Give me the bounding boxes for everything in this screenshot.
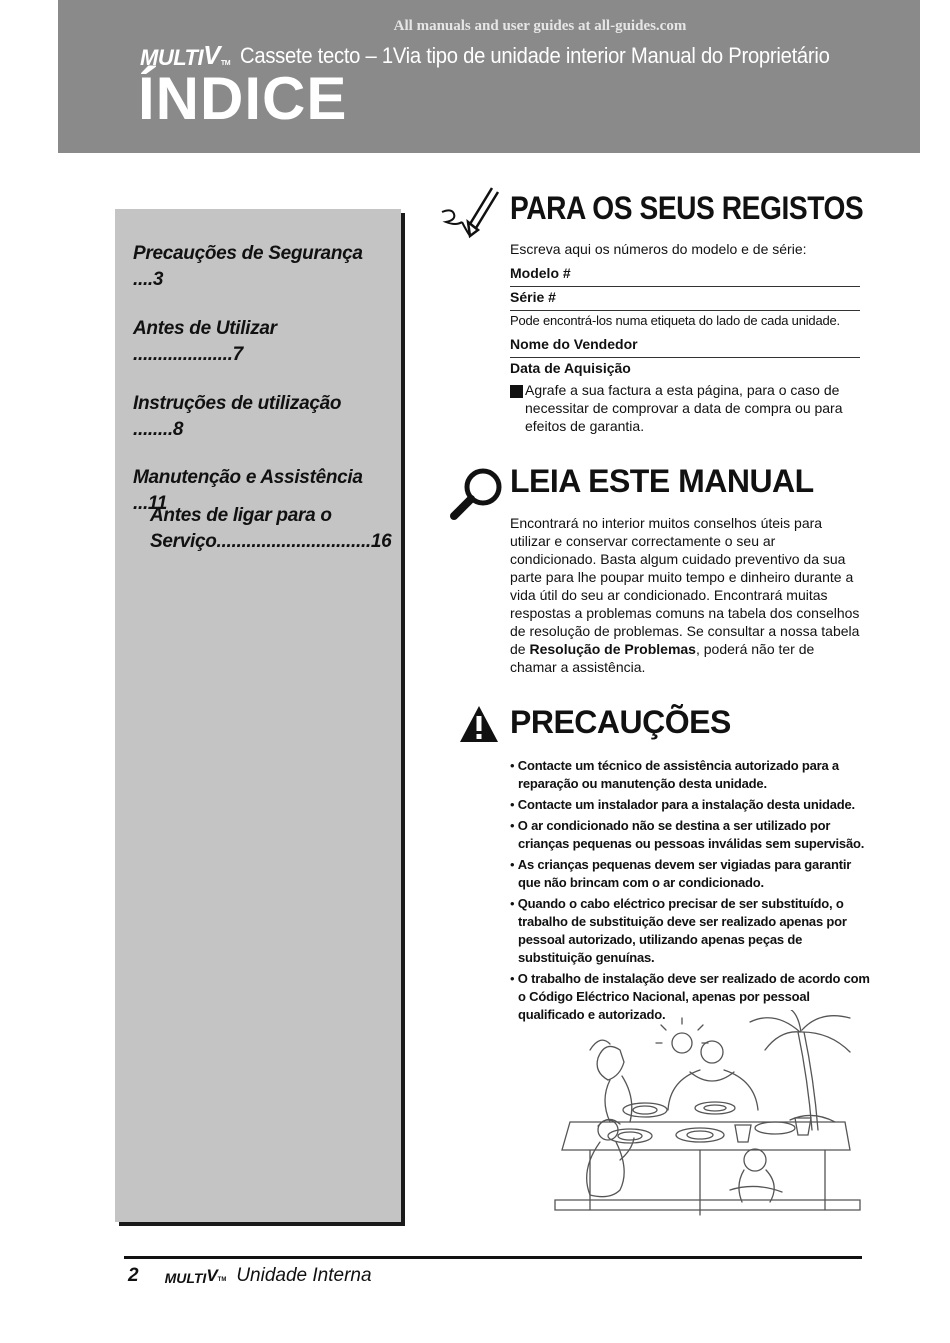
model-number-field[interactable]: Modelo # — [510, 265, 860, 287]
serial-number-field[interactable]: Série # — [510, 289, 860, 311]
page-title: ÍNDICE — [138, 65, 348, 132]
precaution-item: • O ar condicionado não se destina a ser utilizado por crianças pequenas ou pessoas inválidas sem supervisão. — [510, 817, 870, 853]
precaution-item: • O trabalho de instalação deve ser realizado de acordo com o Código Eléctrico Nacional, apenas por pessoal qualificado e autorizado. — [510, 970, 870, 1024]
records-intro: Escreva aqui os números do modelo e de série: — [510, 241, 807, 257]
magnifier-icon — [448, 466, 506, 524]
precautions-title: PRECAUÇÕES — [510, 704, 731, 740]
troubleshooting-reference: Resolução de Problemas — [529, 641, 696, 657]
square-bullet-icon — [510, 385, 523, 398]
footer-unit-label: Unidade Interna — [236, 1265, 372, 1286]
purchase-date-field[interactable]: Data de Aquisição — [510, 360, 631, 376]
precautions-list — [510, 757, 870, 1027]
dealer-name-field[interactable]: Nome do Vendedor — [510, 336, 860, 358]
staple-invoice-note: Agrafe a sua factura a esta página, para o caso de necessitar de comprovar a data de compra ou para efeitos de garantia. — [525, 382, 843, 434]
toc-item-instructions[interactable]: Instruções de utilização ........8 — [133, 393, 342, 440]
footer — [128, 1265, 372, 1287]
precaution-item: • As crianças pequenas devem ser vigiadas para garantir que não brincam com o ar condicionado. — [510, 856, 870, 892]
header-subtitle: Cassete tecto – 1Via tipo de unidade interior Manual do Proprietário — [240, 42, 830, 68]
toc-item-before-service[interactable]: Antes de ligar para o Serviço...............................16 — [150, 505, 392, 552]
page-number: 2 — [128, 1265, 139, 1286]
table-of-contents — [115, 209, 401, 1222]
records-title: PARA OS SEUS REGISTOS — [510, 190, 864, 226]
picnic-illustration — [550, 1010, 865, 1235]
footer-rule — [124, 1256, 862, 1259]
toc-item-safety[interactable]: Precauções de Segurança ....3 — [133, 243, 363, 290]
precaution-item: • Contacte um instalador para a instalação desta unidade. — [510, 796, 870, 814]
warning-icon — [458, 704, 500, 744]
pen-icon — [440, 182, 500, 242]
footer-multi-v-logo: MULTI V TM — [164, 1266, 227, 1286]
multi-v-logo: MULTI V TM — [140, 40, 231, 70]
precaution-item: • Quando o cabo eléctrico precisar de ser substituído, o trabalho de substituição deve ser realizado apenas por pessoal autorizado, utilizando apenas peças de substituição genuínas. — [510, 895, 870, 967]
header-banner — [58, 0, 920, 153]
label-location-note: Pode encontrá-los numa etiqueta do lado de cada unidade. — [510, 313, 840, 328]
precaution-item: • Contacte um técnico de assistência autorizado para a reparação ou manutenção desta unidade. — [510, 757, 870, 793]
toc-item-maintenance[interactable]: Manutenção e Assistência ...11 — [133, 467, 363, 514]
toc-item-before-use[interactable]: Antes de Utilizar ....................7 — [133, 318, 277, 365]
read-manual-text: Encontrará no interior muitos conselhos úteis para utilizar e conservar correctamente o seu ar condicionado. Basta algum cuidado preventivo da sua parte para lhe poupar muito tempo e dinheiro durante a vida útil do seu ar condicionado. Encontrará muitas respostas a problemas comuns na tabela dos conselhos de resolução de problemas. Se consultar a nossa tabela de Resolução de Problemas, poderá não ter de chamar a assistência. — [510, 515, 860, 675]
read-manual-title: LEIA ESTE MANUAL — [510, 463, 814, 499]
watermark: All manuals and user guides at all-guides.com — [393, 18, 687, 34]
